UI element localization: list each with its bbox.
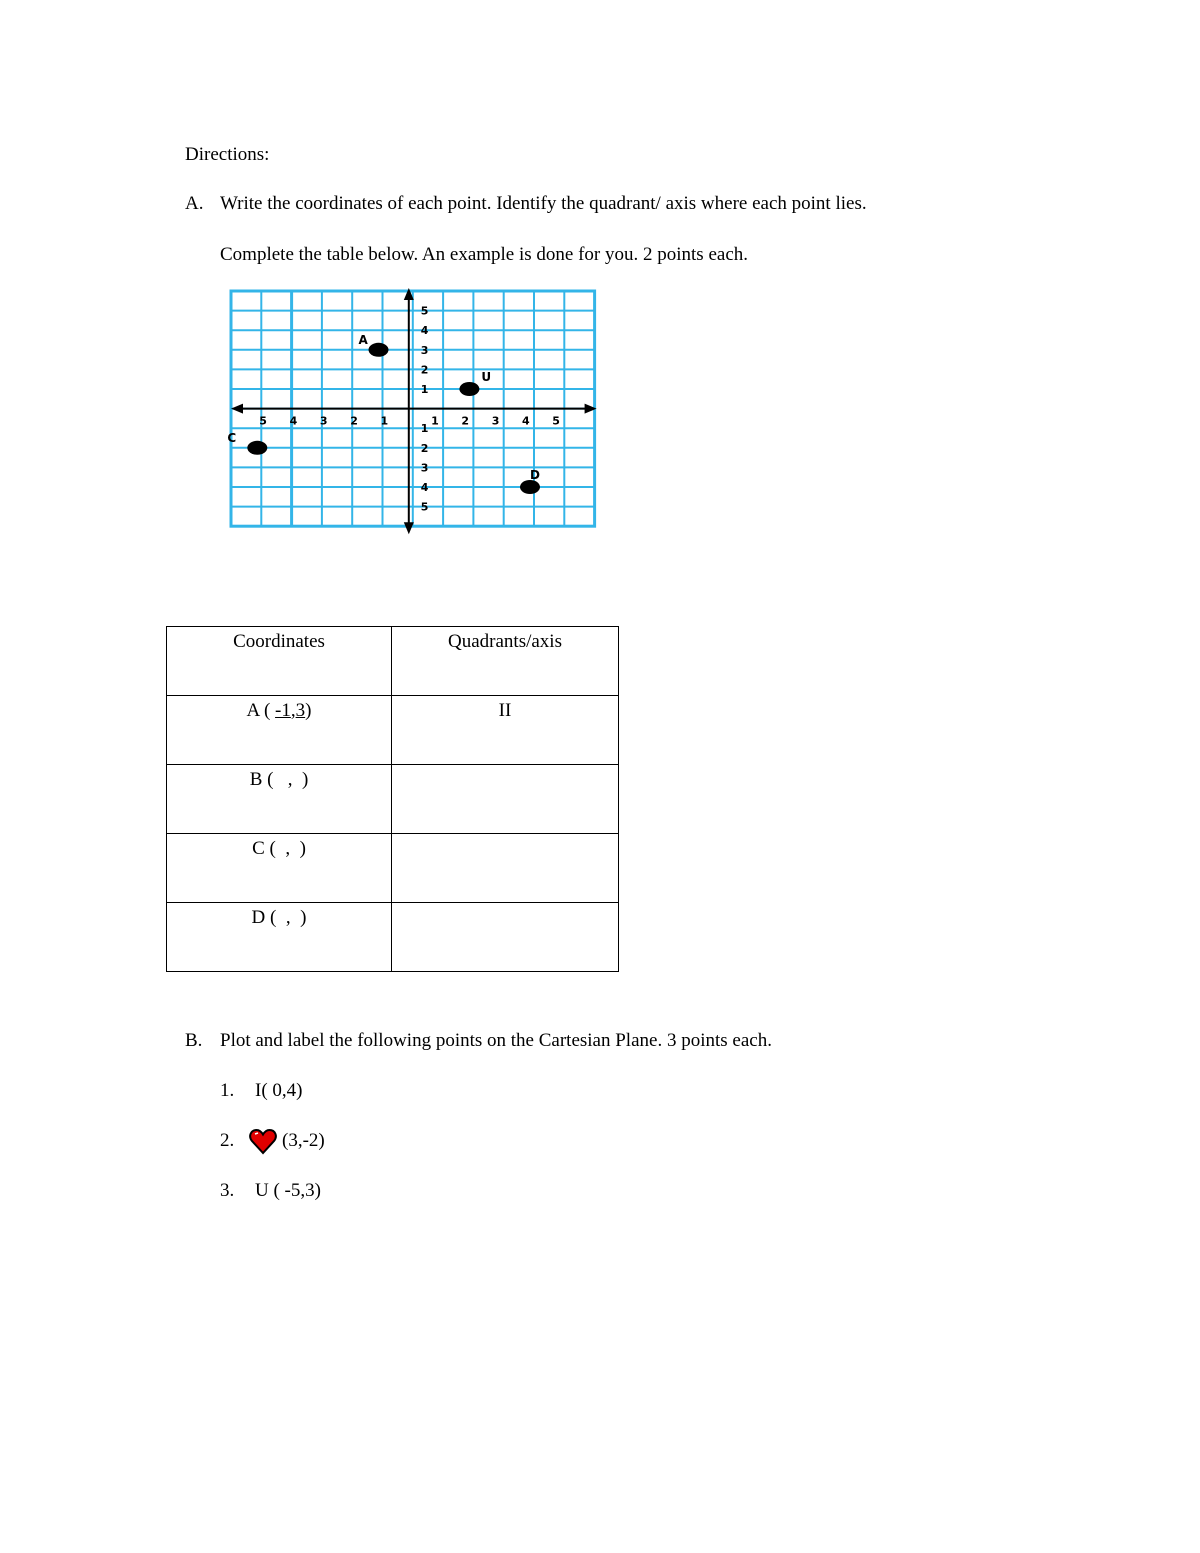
x-tick-label: 5: [259, 414, 267, 428]
coordinate-cell-c: C ( , ): [167, 834, 392, 903]
example-comma: ,: [290, 700, 296, 721]
table-row: [167, 834, 619, 903]
list-item-text-3: U ( -5,3): [255, 1180, 321, 1201]
x-tick-label: 1: [431, 414, 439, 428]
x-axis-left-arrow: [231, 404, 243, 414]
example-prefix: A (: [246, 700, 276, 721]
part-a-instruction: Write the coordinates of each point. Identify the quadrant/ axis where each point lies.: [220, 193, 867, 214]
y-tick-label: 3: [420, 461, 429, 475]
header-quadrants: Quadrants/axis: [392, 627, 619, 696]
table-row-example: [167, 696, 619, 765]
example-x: -1: [275, 700, 291, 721]
y-axis-down-arrow: [404, 522, 414, 534]
part-b-instruction: Plot and label the following points on the Cartesian Plane. 3 points each.: [220, 1030, 772, 1051]
table-row: [167, 903, 619, 972]
example-y: 3: [295, 700, 306, 721]
list-item-number-3: 3.: [220, 1180, 235, 1201]
y-tick-label: 1: [420, 383, 429, 396]
part-b-letter: B.: [185, 1030, 203, 1051]
point-marker-a: [369, 343, 389, 357]
directions-title: Directions:: [185, 144, 270, 165]
point-label-d: D: [530, 468, 540, 482]
x-tick-label: 3: [491, 414, 500, 428]
point-marker-d: [520, 480, 540, 494]
table-row: [167, 765, 619, 834]
table-header-row: [167, 627, 619, 696]
x-tick-label: 1: [380, 414, 389, 428]
y-tick-label: 1: [420, 422, 429, 436]
list-item-text-2: (3,-2): [282, 1130, 325, 1151]
point-label-u: U: [481, 370, 492, 384]
header-coordinates: Coordinates: [167, 627, 392, 696]
point-label-a: A: [358, 332, 368, 347]
part-a-instruction-2: Complete the table below. An example is done for you. 2 points each.: [220, 244, 749, 265]
example-quadrant: II: [392, 696, 619, 765]
quadrant-cell-d[interactable]: [392, 903, 619, 972]
coordinate-cell-b: B ( , ): [167, 765, 392, 834]
example-coordinate: [167, 696, 392, 765]
x-tick-label: 4: [289, 414, 298, 428]
point-label-c: C: [227, 430, 237, 445]
list-item-text-1: I( 0,4): [255, 1080, 303, 1101]
part-a-letter: A.: [185, 193, 204, 214]
list-item-number-1: 1.: [220, 1080, 235, 1101]
y-tick-label: 5: [420, 304, 429, 318]
y-tick-label: 4: [420, 481, 429, 494]
y-tick-label: 4: [420, 324, 429, 338]
y-tick-label: 2: [420, 363, 429, 377]
quadrant-cell-b[interactable]: [392, 765, 619, 834]
point-marker-u: [459, 382, 479, 396]
x-tick-label: 4: [522, 414, 530, 428]
example-suffix: ): [305, 700, 312, 721]
quadrant-cell-c[interactable]: [392, 834, 619, 903]
y-tick-label: 2: [420, 441, 429, 455]
x-tick-label: 2: [350, 414, 358, 428]
coordinate-cell-d: D ( , ): [167, 903, 392, 972]
y-tick-label: 3: [420, 343, 429, 357]
y-tick-label: 5: [420, 500, 429, 514]
x-tick-label: 3: [319, 414, 328, 428]
point-marker-c: [247, 441, 267, 455]
cartesian-grid: [229, 288, 599, 533]
answer-table: [166, 626, 619, 972]
x-tick-label: 2: [461, 414, 470, 428]
heart-icon: [249, 1128, 277, 1156]
list-item-number-2: 2.: [220, 1130, 235, 1151]
x-tick-label: 5: [552, 414, 560, 428]
